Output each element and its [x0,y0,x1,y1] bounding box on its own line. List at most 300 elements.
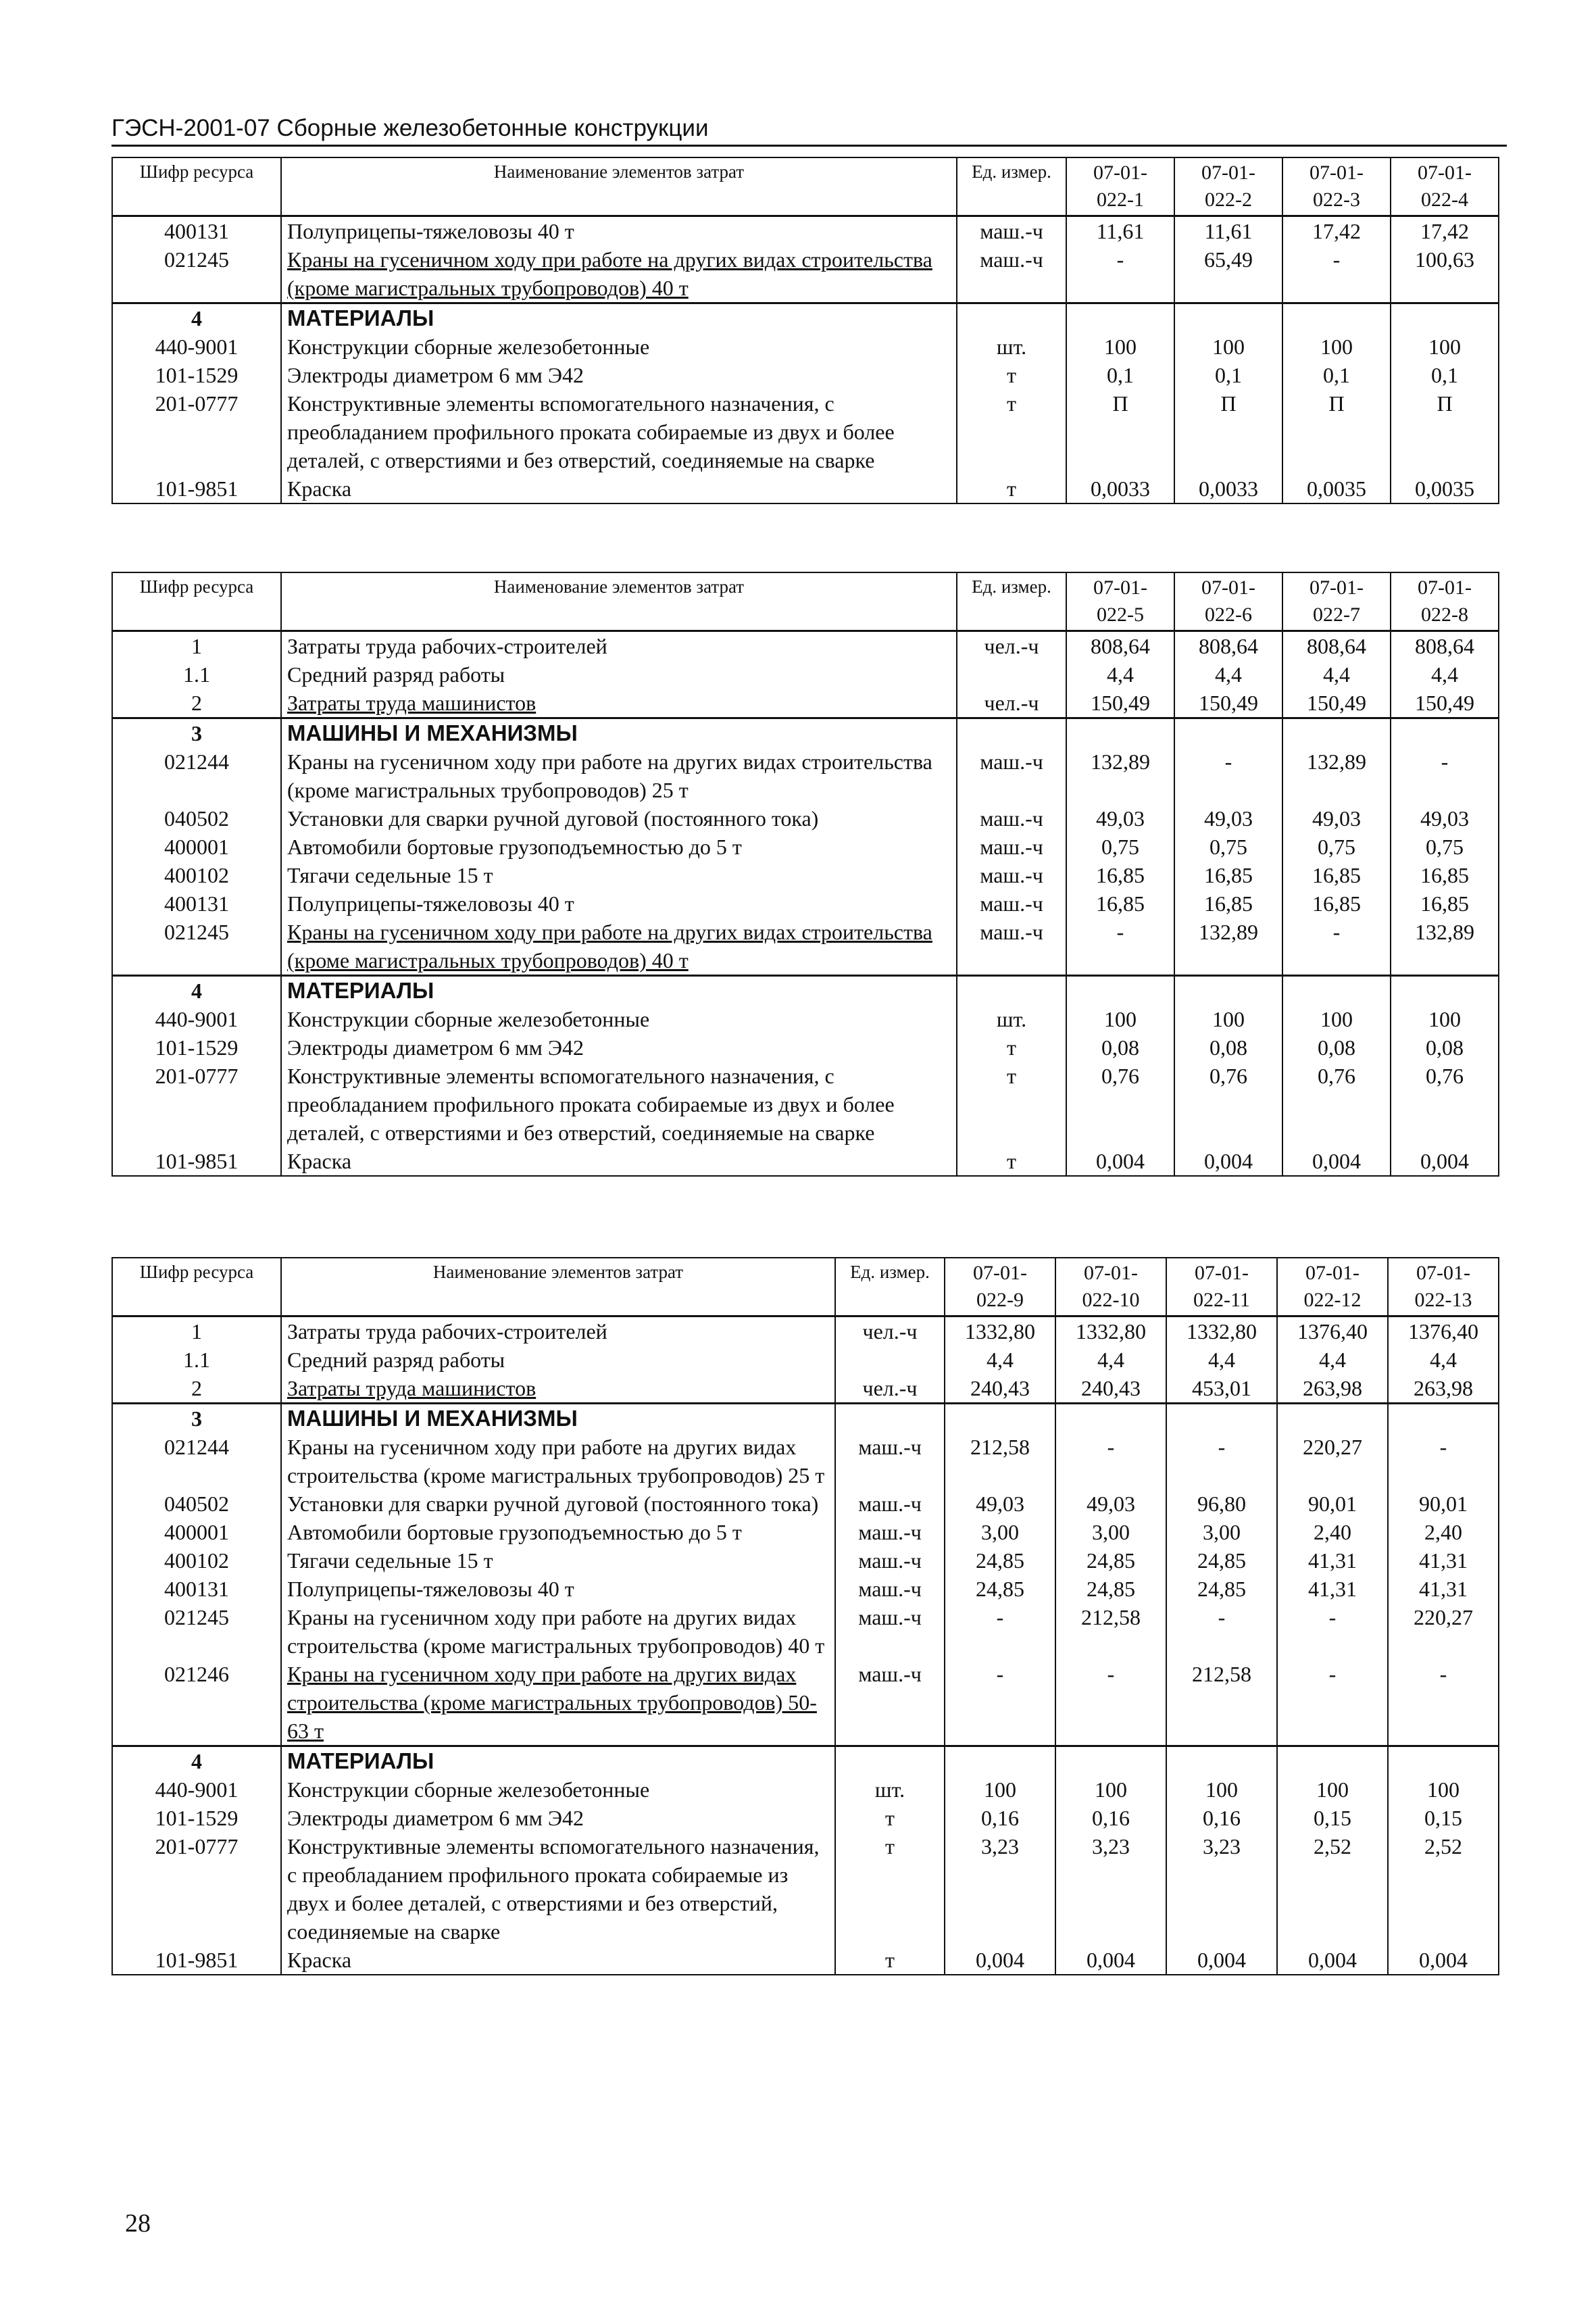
unit-cell [957,303,1066,333]
resource-name: Краны на гусеничном ходу при работе на других видах строительства (кроме магистральных трубопроводов) 40 т [281,245,957,303]
resource-code: 021244 [112,1433,281,1490]
value-cell: 41,31 [1277,1575,1388,1603]
table-row [112,1603,1499,1660]
value-cell: 0,004 [1166,1946,1277,1975]
value-cell: 0,08 [1391,1033,1499,1062]
header-col: 07-01- 022-2 [1174,157,1282,216]
table-row [112,1147,1499,1176]
header-col: 07-01- 022-7 [1282,572,1391,631]
value-cell: - [1277,1603,1388,1660]
table-row [112,918,1499,976]
value-cell [1391,718,1499,748]
value-cell: 808,64 [1066,631,1174,661]
value-cell: 16,85 [1174,889,1282,918]
unit-cell: т [957,361,1066,389]
resource-code: 021246 [112,1660,281,1746]
table-row [112,804,1499,833]
resource-code: 1 [112,631,281,661]
value-cell: 100,63 [1391,245,1499,303]
resource-code: 1.1 [112,1346,281,1374]
table-row [112,1804,1499,1832]
value-cell: 24,85 [945,1546,1055,1575]
value-cell: - [1388,1660,1499,1746]
value-cell [1055,1746,1166,1776]
table-row [112,660,1499,689]
section-row [112,976,1499,1006]
unit-cell [835,1346,945,1374]
value-cell: 90,01 [1277,1490,1388,1518]
value-cell: 16,85 [1066,861,1174,889]
resource-name: Затраты труда машинистов [281,1374,835,1404]
resource-name: Краска [281,1946,835,1975]
resource-code: 201-0777 [112,1062,281,1147]
value-cell: 11,61 [1174,216,1282,246]
unit-cell: т [957,474,1066,503]
header-code: Шифр ресурса [112,157,281,216]
value-cell: - [1391,747,1499,804]
unit-cell: маш.-ч [835,1490,945,1518]
table-row [112,1005,1499,1033]
value-cell: 220,27 [1277,1433,1388,1490]
value-cell: 4,4 [1391,660,1499,689]
value-cell: 3,00 [945,1518,1055,1546]
resource-code: 400102 [112,861,281,889]
resource-name: Краны на гусеничном ходу при работе на других видах строительства (кроме магистральных трубопроводов) 40 т [281,1603,835,1660]
value-cell: 0,76 [1174,1062,1282,1147]
value-cell: 24,85 [1055,1546,1166,1575]
unit-cell [835,1746,945,1776]
value-cell [945,1746,1055,1776]
unit-cell: т [957,1147,1066,1176]
value-cell: 100 [1066,333,1174,361]
value-cell: 41,31 [1277,1546,1388,1575]
section-row [112,1404,1499,1433]
section-title: МАШИНЫ И МЕХАНИЗМЫ [281,1404,835,1433]
value-cell: 100 [1388,1775,1499,1804]
header-unit: Ед. измер. [957,157,1066,216]
value-cell: 0,004 [1391,1147,1499,1176]
resource-code: 101-1529 [112,361,281,389]
value-cell [1388,1746,1499,1776]
value-cell: 0,0033 [1174,474,1282,503]
resource-code: 4 [112,1746,281,1776]
norm-table-1 [111,157,1499,504]
value-cell: - [1066,918,1174,976]
unit-cell: маш.-ч [957,216,1066,246]
value-cell: - [1166,1603,1277,1660]
table-row [112,747,1499,804]
resource-name: Полуприцепы-тяжеловозы 40 т [281,216,957,246]
value-cell [1277,1746,1388,1776]
resource-name: Электроды диаметром 6 мм Э42 [281,1033,957,1062]
value-cell: 24,85 [1166,1546,1277,1575]
value-cell [1391,976,1499,1006]
value-cell: - [1055,1660,1166,1746]
resource-name: Электроды диаметром 6 мм Э42 [281,1804,835,1832]
resource-code: 400131 [112,889,281,918]
resource-name: Краны на гусеничном ходу при работе на других видах строительства (кроме магистральных трубопроводов) 25 т [281,1433,835,1490]
value-cell: - [1174,747,1282,804]
resource-code: 101-9851 [112,1946,281,1975]
table-row [112,1832,1499,1946]
value-cell: - [1166,1433,1277,1490]
resource-name: Затраты труда рабочих-строителей [281,1316,835,1346]
value-cell: 3,00 [1166,1518,1277,1546]
resource-name: Краны на гусеничном ходу при работе на других видах строительства (кроме магистральных трубопроводов) 25 т [281,747,957,804]
resource-code: 021245 [112,1603,281,1660]
value-cell: 0,08 [1066,1033,1174,1062]
table-row [112,1660,1499,1746]
resource-code: 2 [112,689,281,718]
value-cell: 240,43 [1055,1374,1166,1404]
header-unit: Ед. измер. [835,1258,945,1316]
section-row [112,1746,1499,1776]
resource-name: Конструктивные элементы вспомогательного назначения, с преобладанием профильного проката собираемые из двух и более деталей, с отверстиями и без отверстий, соединяемые на сварке [281,1832,835,1946]
resource-code: 1.1 [112,660,281,689]
section-title: МАТЕРИАЛЫ [281,1746,835,1776]
resource-code: 021245 [112,245,281,303]
value-cell [1174,976,1282,1006]
resource-code: 021245 [112,918,281,976]
resource-code: 2 [112,1374,281,1404]
value-cell: 96,80 [1166,1490,1277,1518]
value-cell: 150,49 [1391,689,1499,718]
header-name: Наименование элементов затрат [281,1258,835,1316]
value-cell: 100 [1174,1005,1282,1033]
section-row [112,718,1499,748]
value-cell: 453,01 [1166,1374,1277,1404]
value-cell [1066,303,1174,333]
value-cell: 212,58 [1166,1660,1277,1746]
value-cell [1055,1404,1166,1433]
header-col: 07-01- 022-1 [1066,157,1174,216]
table-row [112,1316,1499,1346]
value-cell: 0,0033 [1066,474,1174,503]
value-cell: 3,23 [1055,1832,1166,1946]
table-row [112,1490,1499,1518]
value-cell: 49,03 [1282,804,1391,833]
value-cell: 4,4 [1055,1346,1166,1374]
unit-cell: маш.-ч [835,1433,945,1490]
value-cell: 132,89 [1391,918,1499,976]
value-cell: 24,85 [1166,1575,1277,1603]
value-cell: 2,40 [1388,1518,1499,1546]
value-cell: 132,89 [1174,918,1282,976]
section-title: МАШИНЫ И МЕХАНИЗМЫ [281,718,957,748]
value-cell: 263,98 [1388,1374,1499,1404]
resource-name: Краска [281,474,957,503]
value-cell: 65,49 [1174,245,1282,303]
value-cell: 0,004 [1174,1147,1282,1176]
unit-cell: маш.-ч [835,1546,945,1575]
resource-code: 201-0777 [112,1832,281,1946]
resource-name: Конструкции сборные железобетонные [281,1005,957,1033]
unit-cell: шт. [957,1005,1066,1033]
value-cell: 1332,80 [945,1316,1055,1346]
value-cell: 3,23 [945,1832,1055,1946]
header-name: Наименование элементов затрат [281,157,957,216]
value-cell: 0,1 [1391,361,1499,389]
unit-cell: маш.-ч [957,918,1066,976]
unit-cell: т [957,1062,1066,1147]
header-col: 07-01- 022-4 [1391,157,1499,216]
value-cell [1388,1404,1499,1433]
resource-name: Полуприцепы-тяжеловозы 40 т [281,1575,835,1603]
table-row [112,1374,1499,1404]
value-cell: 0,16 [1166,1804,1277,1832]
value-cell: 263,98 [1277,1374,1388,1404]
value-cell [1066,718,1174,748]
unit-cell: маш.-ч [957,861,1066,889]
resource-name: Краны на гусеничном ходу при работе на других видах строительства (кроме магистральных трубопроводов) 40 т [281,918,957,976]
header-name: Наименование элементов затрат [281,572,957,631]
unit-cell: маш.-ч [835,1518,945,1546]
value-cell: 0,08 [1282,1033,1391,1062]
value-cell: 1376,40 [1388,1316,1499,1346]
unit-cell: маш.-ч [957,245,1066,303]
value-cell: 16,85 [1391,861,1499,889]
unit-cell: маш.-ч [957,889,1066,918]
value-cell: - [945,1660,1055,1746]
resource-code: 101-9851 [112,1147,281,1176]
header-col: 07-01- 022-9 [945,1258,1055,1316]
resource-name: Средний разряд работы [281,660,957,689]
resource-name: Автомобили бортовые грузоподъемностью до 5 т [281,833,957,861]
resource-code: 400001 [112,833,281,861]
unit-cell: т [957,1033,1066,1062]
value-cell: 0,75 [1391,833,1499,861]
value-cell: 100 [945,1775,1055,1804]
resource-code: 400131 [112,1575,281,1603]
value-cell: 808,64 [1282,631,1391,661]
value-cell: - [1055,1433,1166,1490]
resource-code: 1 [112,1316,281,1346]
value-cell: 49,03 [945,1490,1055,1518]
value-cell: 24,85 [945,1575,1055,1603]
value-cell: 11,61 [1066,216,1174,246]
value-cell: 49,03 [1066,804,1174,833]
value-cell: П [1174,389,1282,474]
unit-cell: маш.-ч [957,804,1066,833]
header-col: 07-01- 022-6 [1174,572,1282,631]
value-cell: 17,42 [1391,216,1499,246]
table-row [112,1062,1499,1147]
value-cell: 16,85 [1066,889,1174,918]
resource-name: Средний разряд работы [281,1346,835,1374]
table-row [112,1518,1499,1546]
value-cell: 0,08 [1174,1033,1282,1062]
resource-name: Конструкции сборные железобетонные [281,1775,835,1804]
value-cell: 0,16 [1055,1804,1166,1832]
value-cell: 0,004 [1055,1946,1166,1975]
table-row [112,1946,1499,1975]
value-cell: 0,16 [945,1804,1055,1832]
unit-cell: т [835,1832,945,1946]
value-cell [1174,303,1282,333]
value-cell: - [1066,245,1174,303]
resource-code: 101-9851 [112,474,281,503]
value-cell: 24,85 [1055,1575,1166,1603]
table-row [112,833,1499,861]
value-cell: 90,01 [1388,1490,1499,1518]
value-cell: 100 [1391,1005,1499,1033]
value-cell [1282,718,1391,748]
resource-code: 440-9001 [112,333,281,361]
value-cell: - [1277,1660,1388,1746]
table-row [112,689,1499,718]
value-cell [1174,718,1282,748]
resource-name: Конструкции сборные железобетонные [281,333,957,361]
header-col: 07-01- 022-8 [1391,572,1499,631]
resource-code: 201-0777 [112,389,281,474]
resource-name: Затраты труда машинистов [281,689,957,718]
value-cell: 4,4 [1066,660,1174,689]
header-code: Шифр ресурса [112,1258,281,1316]
value-cell: 3,23 [1166,1832,1277,1946]
unit-cell: маш.-ч [957,833,1066,861]
value-cell: 132,89 [1066,747,1174,804]
value-cell: 0,15 [1277,1804,1388,1832]
header-col: 07-01- 022-10 [1055,1258,1166,1316]
section-row [112,303,1499,333]
resource-name: Краны на гусеничном ходу при работе на других видах строительства (кроме магистральных трубопроводов) 50-63 т [281,1660,835,1746]
value-cell: 100 [1277,1775,1388,1804]
value-cell: 41,31 [1388,1546,1499,1575]
resource-code: 040502 [112,1490,281,1518]
page-number: 28 [125,2209,151,2238]
table-row [112,245,1499,303]
value-cell: 0,15 [1388,1804,1499,1832]
resource-name: Краска [281,1147,957,1176]
table-row [112,333,1499,361]
value-cell [1282,303,1391,333]
header-col: 07-01- 022-12 [1277,1258,1388,1316]
value-cell: 1332,80 [1166,1316,1277,1346]
value-cell: 0,0035 [1282,474,1391,503]
value-cell: 132,89 [1282,747,1391,804]
value-cell: 0,75 [1174,833,1282,861]
value-cell: 0,76 [1391,1062,1499,1147]
resource-name: Затраты труда рабочих-строителей [281,631,957,661]
table-row [112,1433,1499,1490]
value-cell [945,1404,1055,1433]
value-cell: 16,85 [1174,861,1282,889]
value-cell: 4,4 [945,1346,1055,1374]
table-row [112,1546,1499,1575]
table-row [112,861,1499,889]
value-cell: 212,58 [1055,1603,1166,1660]
value-cell: - [1282,245,1391,303]
resource-code: 440-9001 [112,1005,281,1033]
value-cell: 220,27 [1388,1603,1499,1660]
unit-cell [957,660,1066,689]
unit-cell: т [835,1946,945,1975]
unit-cell [957,976,1066,1006]
value-cell: - [945,1603,1055,1660]
unit-cell: маш.-ч [835,1575,945,1603]
value-cell: 16,85 [1391,889,1499,918]
norm-table-2 [111,572,1499,1177]
value-cell: П [1066,389,1174,474]
resource-name: Полуприцепы-тяжеловозы 40 т [281,889,957,918]
value-cell: 0,1 [1282,361,1391,389]
value-cell: 0,004 [1388,1946,1499,1975]
header-unit: Ед. измер. [957,572,1066,631]
header-code: Шифр ресурса [112,572,281,631]
value-cell: 0,004 [1282,1147,1391,1176]
value-cell: 41,31 [1388,1575,1499,1603]
value-cell: 0,76 [1282,1062,1391,1147]
resource-code: 021244 [112,747,281,804]
value-cell: 49,03 [1055,1490,1166,1518]
value-cell: 4,4 [1282,660,1391,689]
value-cell: 100 [1066,1005,1174,1033]
table-row [112,389,1499,474]
value-cell [1277,1404,1388,1433]
header-col: 07-01- 022-5 [1066,572,1174,631]
value-cell: 0,004 [1277,1946,1388,1975]
value-cell: 2,52 [1277,1832,1388,1946]
value-cell: 100 [1174,333,1282,361]
resource-code: 4 [112,976,281,1006]
table-row [112,1033,1499,1062]
value-cell: 2,52 [1388,1832,1499,1946]
value-cell: 4,4 [1166,1346,1277,1374]
table-row [112,1346,1499,1374]
unit-cell: чел.-ч [835,1374,945,1404]
table-row [112,1575,1499,1603]
value-cell: 4,4 [1277,1346,1388,1374]
unit-cell: маш.-ч [957,747,1066,804]
value-cell: 0,004 [1066,1147,1174,1176]
value-cell [1282,976,1391,1006]
resource-code: 4 [112,303,281,333]
resource-code: 040502 [112,804,281,833]
value-cell: 808,64 [1391,631,1499,661]
value-cell: 4,4 [1388,1346,1499,1374]
resource-name: Установки для сварки ручной дуговой (постоянного тока) [281,1490,835,1518]
norm-table-3 [111,1257,1499,1975]
table-row [112,631,1499,661]
value-cell [1066,976,1174,1006]
resource-code: 3 [112,718,281,748]
value-cell: 808,64 [1174,631,1282,661]
value-cell: 212,58 [945,1433,1055,1490]
resource-code: 101-1529 [112,1033,281,1062]
value-cell: 150,49 [1066,689,1174,718]
value-cell: 150,49 [1282,689,1391,718]
section-title: МАТЕРИАЛЫ [281,976,957,1006]
value-cell: П [1282,389,1391,474]
unit-cell: маш.-ч [835,1660,945,1746]
page-header: ГЭСН-2001-07 Сборные железобетонные конструкции [111,114,1507,147]
value-cell: 17,42 [1282,216,1391,246]
resource-name: Электроды диаметром 6 мм Э42 [281,361,957,389]
unit-cell: чел.-ч [957,689,1066,718]
resource-code: 101-1529 [112,1804,281,1832]
value-cell: 1376,40 [1277,1316,1388,1346]
value-cell: 0,75 [1282,833,1391,861]
value-cell: 3,00 [1055,1518,1166,1546]
value-cell: 240,43 [945,1374,1055,1404]
value-cell: 49,03 [1174,804,1282,833]
section-title: МАТЕРИАЛЫ [281,303,957,333]
table-row [112,361,1499,389]
unit-cell: шт. [835,1775,945,1804]
unit-cell: т [957,389,1066,474]
value-cell: 0,004 [945,1946,1055,1975]
table-row [112,216,1499,246]
